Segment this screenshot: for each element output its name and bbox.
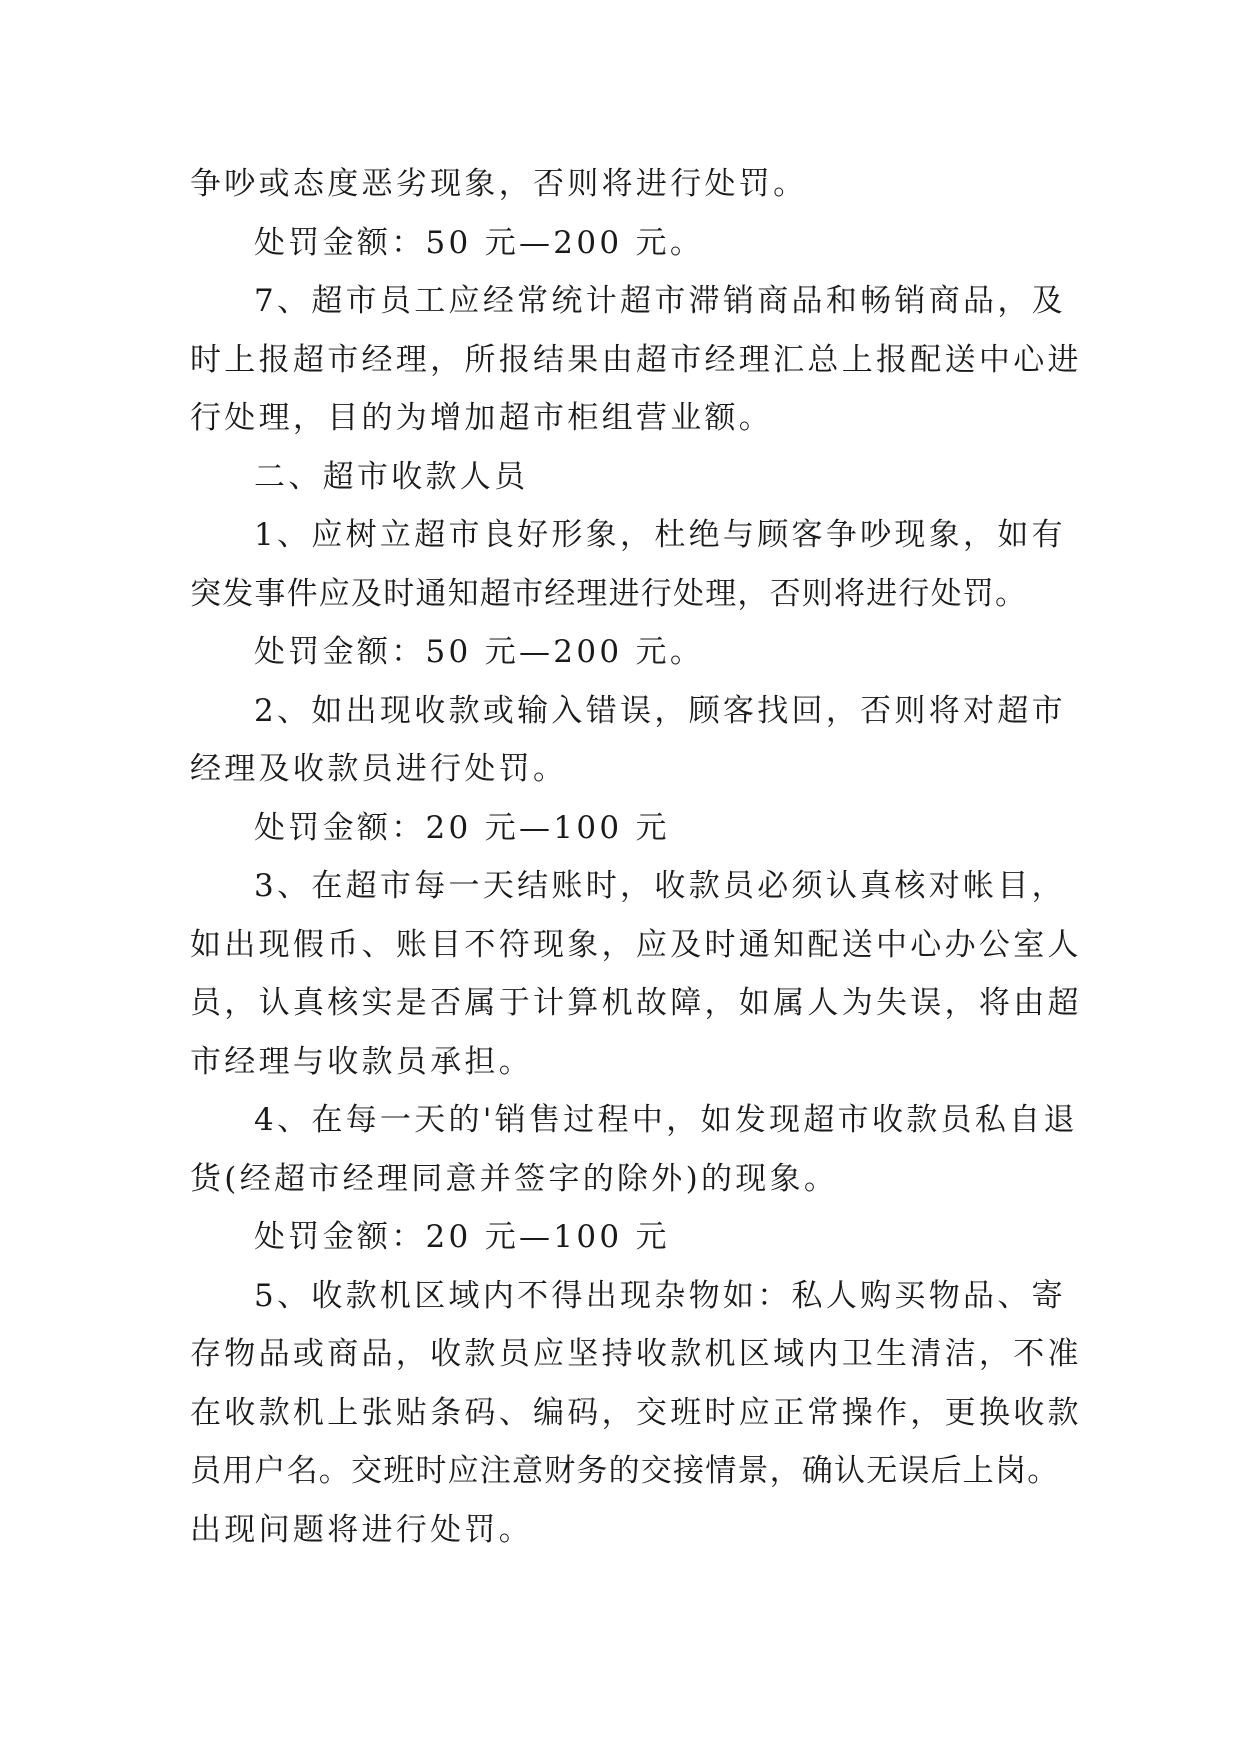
penalty-amount-line: 处罚金额：20 元—100 元 [254, 809, 670, 846]
rule-3-line: 3、在超市每一天结账时，收款员必须认真核对帐目， [254, 868, 1066, 904]
text-line: 员用户名。交班时应注意财务的交接情景，确认无误后上岗。 [190, 1453, 1060, 1489]
rule-4-line: 4、在每一天的'销售过程中，如发现超市收款员私自退 [254, 1102, 1078, 1138]
text-line: 出现问题将进行处罚。 [190, 1511, 533, 1548]
rule-2-line: 2、如出现收款或输入错误，顾客找回，否则将对超市 [254, 692, 1066, 729]
rule-1-line: 1、应树立超市良好形象，杜绝与顾客争吵现象，如有 [254, 517, 1066, 553]
rule-7-line: 7、超市员工应经常统计超市滞销商品和畅销商品，及 [254, 283, 1066, 319]
text-line: 在收款机上张贴条码、编码，交班时应正常操作，更换收款 [190, 1394, 1082, 1431]
text-line: 存物品或商品，收款员应坚持收款机区域内卫生清洁，不准 [190, 1336, 1082, 1372]
text-line: 经理及收款员进行处罚。 [190, 751, 568, 787]
rule-5-line: 5、收款机区域内不得出现杂物如：私人购买物品、寄 [254, 1277, 1066, 1314]
penalty-amount-line: 处罚金额：50 元—200 元。 [254, 224, 705, 261]
text-line: 市经理与收款员承担。 [190, 1043, 533, 1080]
penalty-amount-line: 处罚金额：50 元—200 元。 [254, 634, 705, 670]
text-line: 员，认真核实是否属于计算机故障，如属人为失误，将由超 [190, 985, 1082, 1021]
penalty-amount-line: 处罚金额：20 元—100 元 [254, 1219, 670, 1255]
text-line: 如出现假币、账目不符现象，应及时通知配送中心办公室人 [190, 926, 1082, 963]
text-line: 时上报超市经理，所报结果由超市经理汇总上报配送中心进 [190, 341, 1082, 378]
text-line: 争吵或态度恶劣现象，否则将进行处罚。 [190, 166, 808, 202]
text-line: 货(经超市经理同意并签字的除外)的现象。 [190, 1160, 839, 1197]
text-line: 突发事件应及时通知超市经理进行处理，否则将进行处罚。 [190, 575, 1028, 612]
text-line: 行处理，目的为增加超市柜组营业额。 [190, 400, 774, 436]
section-heading: 二、超市收款人员 [254, 458, 529, 495]
document-body [190, 155, 1082, 1559]
